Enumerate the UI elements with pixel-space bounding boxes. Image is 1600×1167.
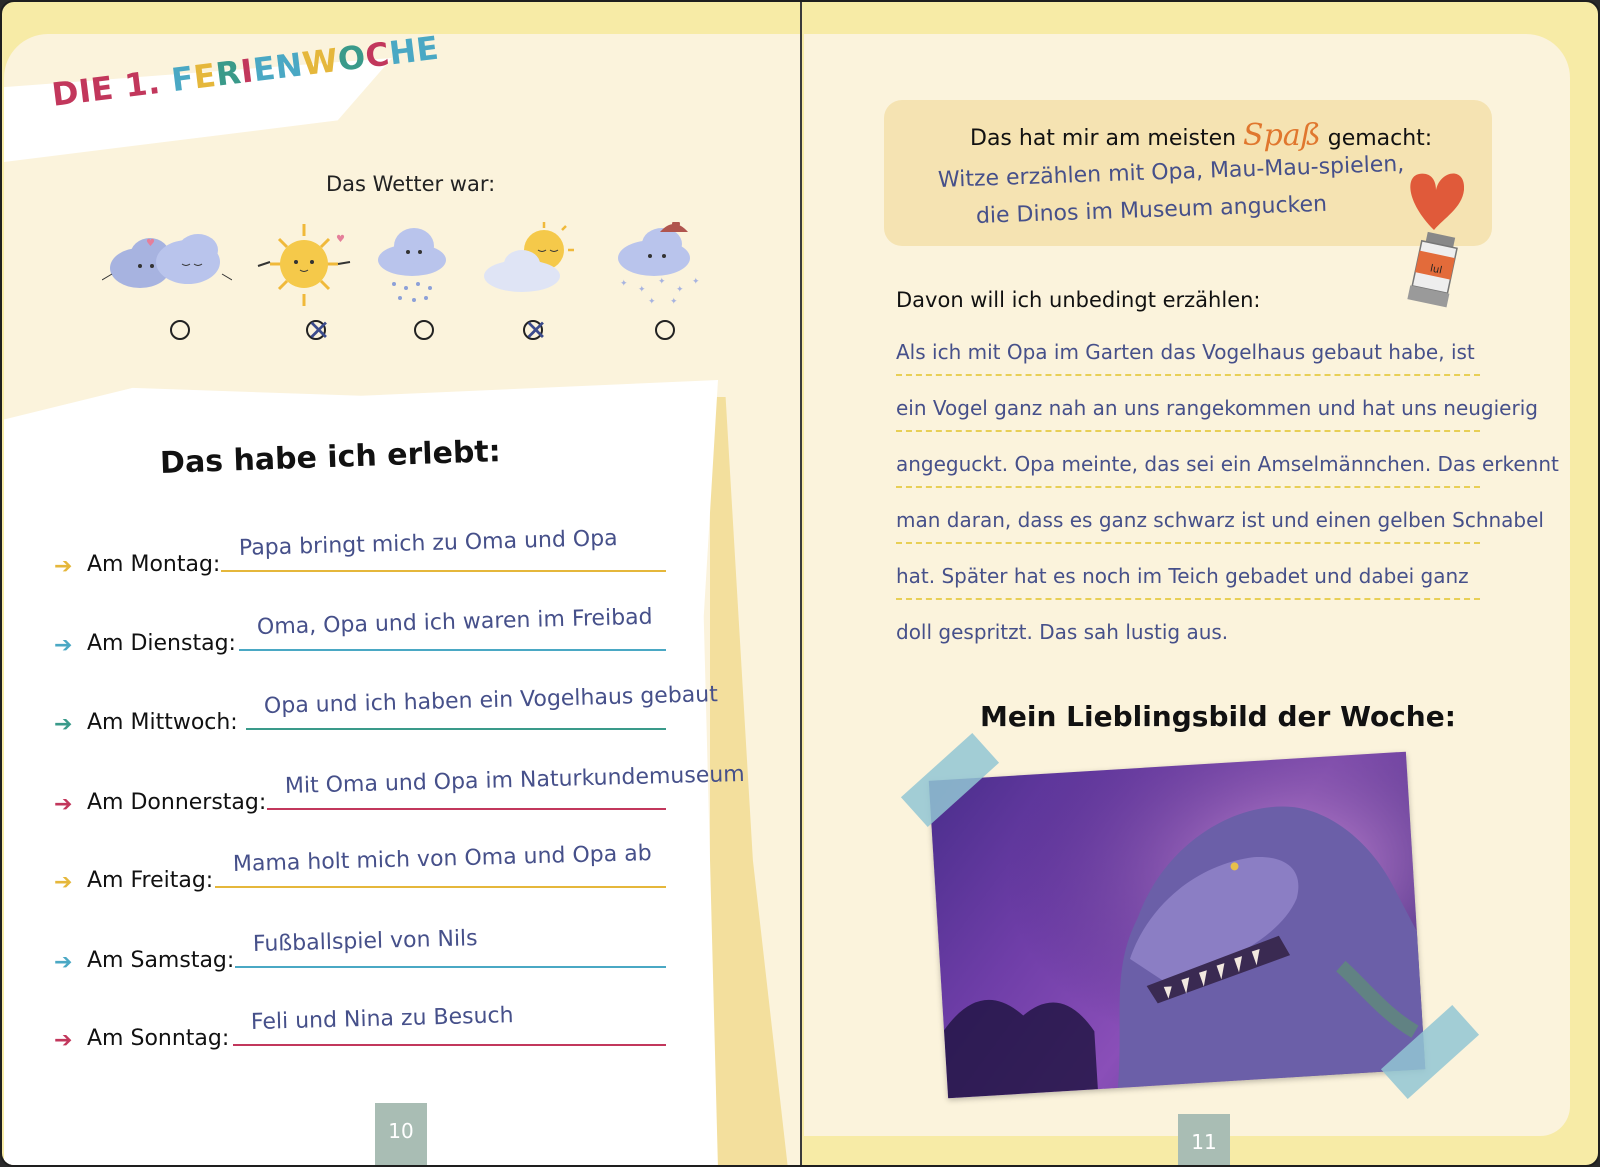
- day-underline: [235, 966, 666, 968]
- title-letter: E: [250, 48, 278, 90]
- arrow-icon: ➔: [54, 1028, 73, 1053]
- day-label: Am Montag:: [87, 552, 221, 577]
- arrow-icon: ➔: [54, 712, 73, 737]
- fun-title: [970, 118, 1432, 153]
- day-row: [54, 682, 734, 748]
- day-label: Am Freitag:: [87, 868, 214, 893]
- title-prefix: DIE 1.: [49, 61, 174, 114]
- title-letter: F: [169, 58, 197, 100]
- day-label: Am Sonntag:: [87, 1026, 230, 1051]
- book-spine: [800, 2, 802, 1167]
- day-row: [54, 604, 734, 669]
- svg-text:✦: ✦: [658, 277, 666, 287]
- day-entry[interactable]: Papa bringt mich zu Oma und Opa: [238, 526, 618, 561]
- title-letter: E: [414, 28, 441, 70]
- svg-text:✦: ✦: [676, 285, 684, 295]
- dashed-line: [896, 542, 1480, 544]
- tube-label: lul: [1429, 263, 1443, 277]
- svg-text:✦: ✦: [620, 279, 628, 289]
- day-entry[interactable]: Mama holt mich von Oma und Opa ab: [232, 841, 652, 877]
- snow-icon: [614, 222, 744, 342]
- day-row: [54, 1003, 734, 1064]
- story-label: Davon will ich unbedingt erzählen:: [896, 288, 1261, 312]
- title-letter: O: [335, 37, 368, 79]
- weather-checkbox[interactable]: [414, 320, 434, 340]
- day-underline: [233, 1044, 666, 1046]
- day-entry[interactable]: Fußballspiel von Nils: [252, 926, 478, 957]
- arrow-icon: ➔: [54, 554, 73, 579]
- svg-text:✦: ✦: [670, 297, 678, 307]
- heart-tube-icon: [1394, 160, 1474, 316]
- fun-title-before: Das hat mir am meisten: [970, 126, 1244, 151]
- day-underline: [267, 808, 666, 810]
- weather-checkbox[interactable]: [655, 320, 675, 340]
- day-underline: [246, 728, 666, 730]
- arrow-icon: ➔: [54, 870, 73, 895]
- fun-line: Witze erzählen mit Opa, Mau-Mau-spielen,: [937, 151, 1405, 193]
- dashed-line: [896, 374, 1480, 376]
- day-underline: [215, 886, 666, 888]
- weather-label: Das Wetter war:: [326, 172, 496, 196]
- story-line: man daran, dass es ganz schwarz ist und einen gelben Schnabel: [896, 508, 1544, 532]
- day-underline: [221, 570, 666, 572]
- svg-text:✦: ✦: [648, 297, 656, 307]
- story-line: Als ich mit Opa im Garten das Vogelhaus gebaut habe, ist: [896, 340, 1475, 364]
- title-letter: W: [300, 41, 341, 84]
- day-entry[interactable]: Oma, Opa und ich waren im Freibad: [256, 604, 653, 640]
- arrow-icon: ➔: [54, 633, 73, 658]
- check-mark: ✕: [524, 314, 548, 347]
- title-letter: H: [387, 31, 419, 73]
- day-label: Am Mittwoch:: [87, 710, 238, 735]
- title-letter: E: [191, 56, 219, 97]
- fun-line: die Dinos im Museum angucken: [975, 191, 1328, 229]
- day-entry[interactable]: Mit Oma und Opa im Naturkundemuseum: [284, 761, 745, 799]
- day-row: [54, 841, 734, 906]
- title-letter: C: [363, 34, 392, 76]
- story-line: doll gespritzt. Das sah lustig aus.: [896, 620, 1229, 644]
- title-letter: R: [213, 52, 244, 94]
- svg-text:♥: ♥: [336, 234, 345, 245]
- t-rex-photo: [929, 752, 1426, 1099]
- day-entry[interactable]: Opa und ich haben ein Vogelhaus gebaut: [263, 682, 719, 719]
- day-row: [54, 761, 745, 828]
- dashed-line: [896, 598, 1480, 600]
- day-label: Am Samstag:: [87, 948, 235, 973]
- arrow-icon: ➔: [54, 950, 73, 975]
- check-mark: ✕: [307, 314, 331, 347]
- cloudy-icon: [102, 222, 232, 342]
- fun-title-after: gemacht:: [1320, 126, 1433, 151]
- svg-text:♥: ♥: [146, 238, 155, 249]
- story-line: hat. Später hat es noch im Teich gebadet und dabei ganz: [896, 564, 1469, 588]
- weather-checkbox[interactable]: [170, 320, 190, 340]
- fun-title-highlight: Spaß: [1243, 118, 1321, 153]
- svg-text:✦: ✦: [638, 285, 646, 295]
- page-number-right: 11: [1178, 1114, 1230, 1167]
- svg-text:✦: ✦: [692, 277, 700, 287]
- experience-heading: Das habe ich erlebt:: [159, 434, 502, 481]
- story-line: angeguckt. Opa meinte, das sei ein Amselmännchen. Das erkennt: [896, 452, 1559, 476]
- page-number-left: 10: [375, 1103, 427, 1165]
- title-letter: N: [273, 45, 305, 87]
- favorite-heading: Mein Lieblingsbild der Woche:: [980, 700, 1456, 733]
- title-letter: I: [238, 51, 256, 91]
- story-line: ein Vogel ganz nah an uns rangekommen und hat uns neugierig: [896, 396, 1538, 420]
- day-row: [54, 526, 734, 590]
- day-entry[interactable]: Feli und Nina zu Besuch: [250, 1003, 514, 1035]
- arrow-icon: ➔: [54, 792, 73, 817]
- dashed-line: [896, 430, 1480, 432]
- dashed-line: [896, 486, 1480, 488]
- day-row: [54, 926, 734, 986]
- day-underline: [239, 649, 666, 651]
- day-label: Am Donnerstag:: [87, 790, 267, 815]
- day-label: Am Dienstag:: [87, 631, 236, 656]
